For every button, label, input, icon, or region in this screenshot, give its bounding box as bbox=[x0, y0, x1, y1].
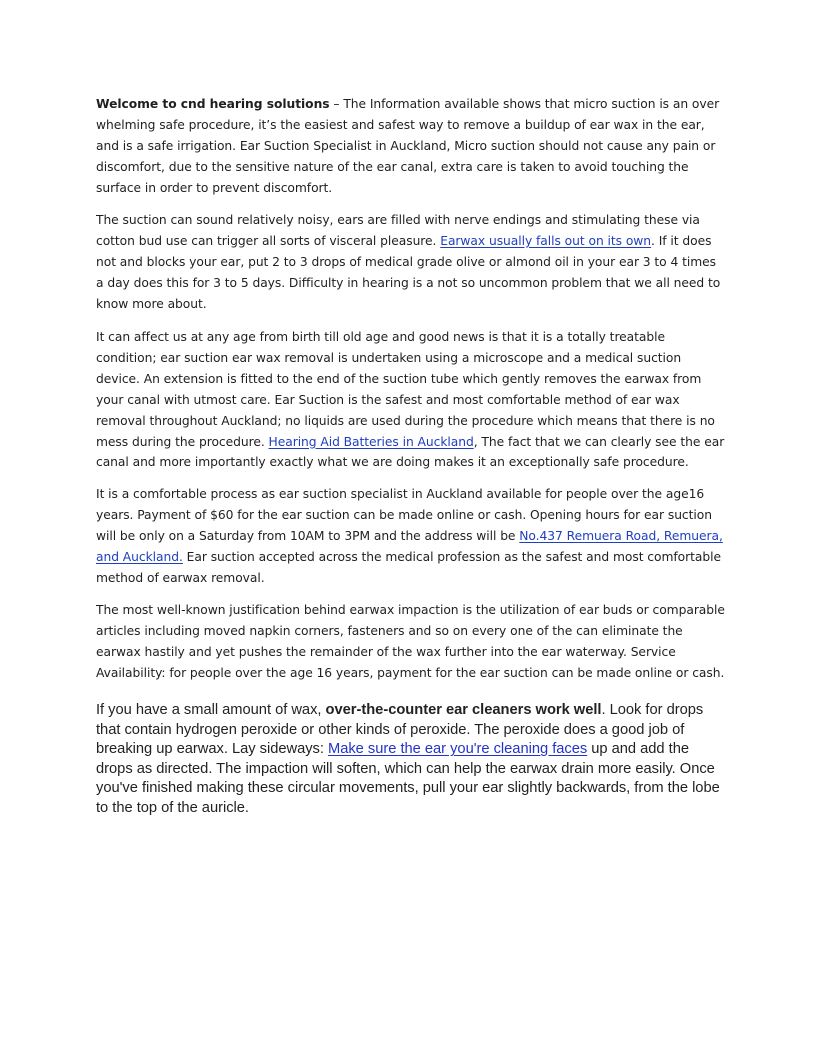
paragraph-text: The most well-known justification behind earwax impaction is the utilization of ear buds or comparable articles including moved napkin corners, fasteners and so on every one of the can eliminate the earwax hastily and yet pushes the remainder of the wax further into the ear waterway. Service Availability: for people over the age 16 years, payment for the ear suction can be made online or cash. bbox=[96, 603, 725, 680]
paragraph-suction-noise bbox=[96, 210, 726, 315]
paragraph-text: , The fact that we can clearly see the ear canal and more importantly exactly what we are doing makes it an exceptionally safe procedure. bbox=[96, 434, 725, 470]
paragraph-text: It is a comfortable process as ear suction specialist in Auckland available for people over the age16 years. Payment of $60 for the ear suction can be made online or cash. Opening hours for ear suction will be only on a Saturday from 10AM to 3PM and the address will be bbox=[96, 487, 712, 543]
paragraph-small-amount-wax bbox=[96, 701, 726, 819]
paragraph-any-age bbox=[96, 327, 726, 473]
address-link[interactable]: No.437 Remuera Road, Remuera, and Auckland. bbox=[96, 528, 723, 564]
ear-cleaners-bold-text: over-the-counter ear cleaners work well bbox=[325, 702, 602, 718]
paragraph-text: . Look for drops that contain hydrogen peroxide or other kinds of peroxide. The peroxide does a good job of breaking up earwax. Lay sideways: bbox=[96, 702, 704, 758]
paragraph-text: – The Information available shows that micro suction is an over whelming safe procedure, it’s the easiest and safest way to remove a buildup of ear wax in the ear, and is a safe irrigation. Ear Suction Specialist in Auckland, Micro suction should not cause any pain or discomfort, due to the sensitive nature of the ear canal, extra care is taken to avoid touching the surface in order to prevent discomfort. bbox=[96, 97, 720, 195]
paragraph-text: The suction can sound relatively noisy, ears are filled with nerve endings and stimulating these via cotton bud use can trigger all sorts of visceral pleasure. bbox=[96, 213, 700, 248]
paragraph-impaction-cause bbox=[96, 600, 726, 684]
paragraph-text: Ear suction accepted across the medical profession as the safest and most comfortable method of earwax removal. bbox=[96, 549, 721, 585]
ear-cleaning-faces-link[interactable]: Make sure the ear you're cleaning faces bbox=[328, 741, 588, 758]
paragraph-text: up and add the drops as directed. The impaction will soften, which can help the earwax drain more easily. Once you've finished making these circular movements, pull your ear slightly backwards, from the lobe to the top of the auricle. bbox=[96, 741, 720, 816]
paragraph-text: . If it does not and blocks your ear, put 2 to 3 drops of medical grade olive or almond oil in your ear 3 to 4 times a day does this for 3 to 5 days. Difficulty in hearing is a not so uncommon problem that we all need to know more about. bbox=[96, 233, 721, 311]
welcome-heading: Welcome to cnd hearing solutions bbox=[96, 97, 330, 111]
earwax-falls-out-link[interactable]: Earwax usually falls out on its own bbox=[440, 233, 652, 248]
paragraph-text: It can affect us at any age from birth till old age and good news is that it is a totally treatable condition; ear suction ear wax removal is undertaken using a microscope and a medical suction device. An extension is fitted to the end of the suction tube which gently removes the earwax from your canal with utmost care. Ear Suction is the safest and most comfortable method of ear wax removal throughout Auckland; no liquids are used during the procedure which means that there is no mess during the procedure. bbox=[96, 330, 715, 449]
hearing-aid-batteries-link[interactable]: Hearing Aid Batteries in Auckland bbox=[268, 434, 474, 449]
paragraph-text: If you have a small amount of wax, bbox=[96, 702, 326, 718]
paragraph-welcome bbox=[96, 94, 726, 199]
paragraph-comfortable-process bbox=[96, 484, 726, 589]
